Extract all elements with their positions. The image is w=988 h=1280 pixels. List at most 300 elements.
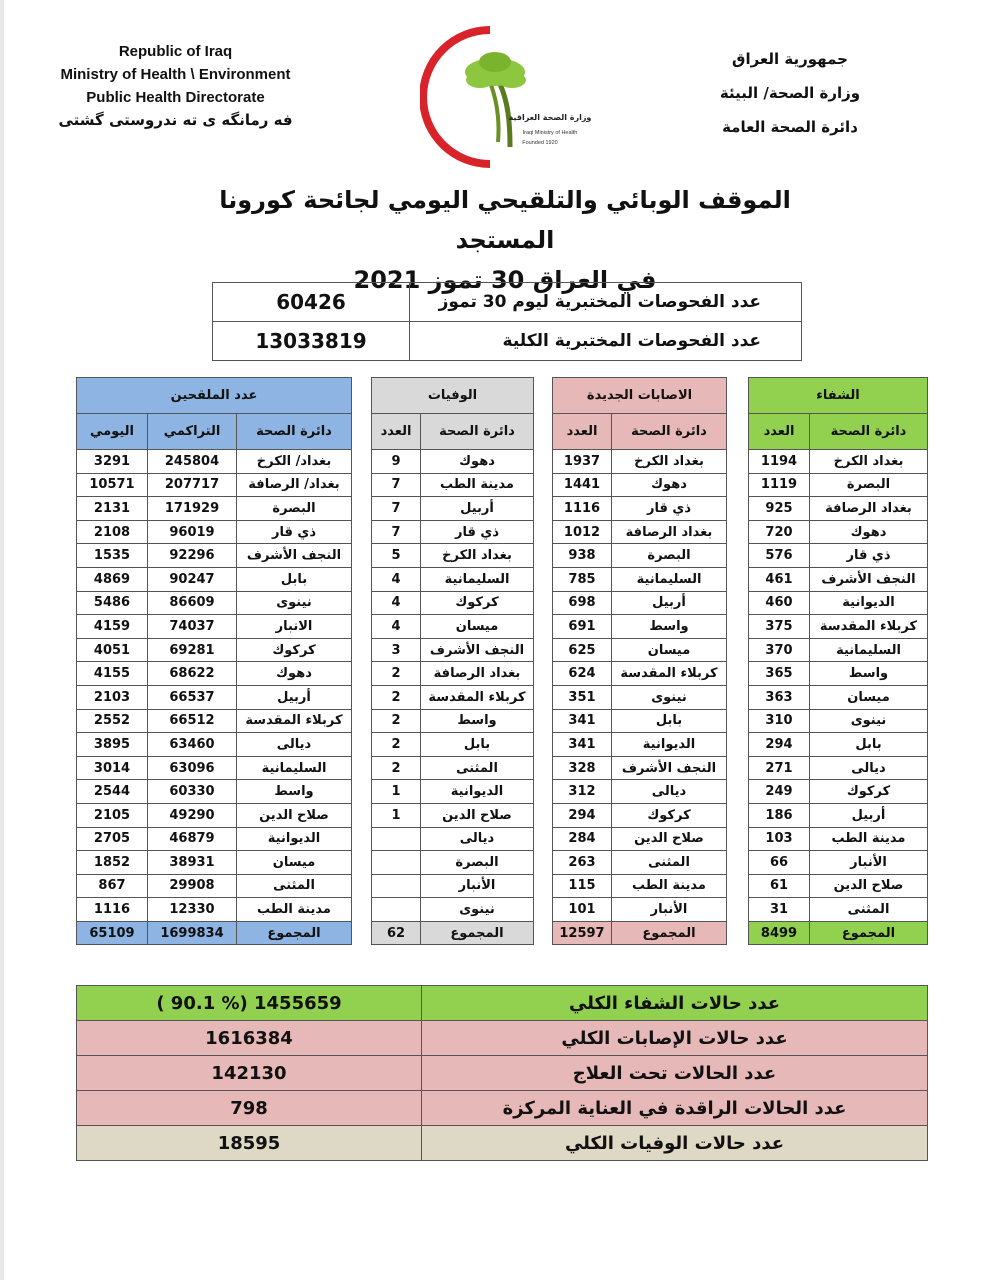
count-value: 370	[749, 638, 810, 662]
count-value: 7	[372, 497, 421, 521]
count-value: 925	[749, 497, 810, 521]
cumulative-vaccinated: 38931	[148, 851, 237, 875]
directorate-name: بغداد/ الكرخ	[237, 450, 352, 474]
cumulative-vaccinated: 207717	[148, 473, 237, 497]
directorate-name: مدينة الطب	[237, 898, 352, 922]
count-value: 271	[749, 756, 810, 780]
table-row	[77, 756, 352, 780]
directorate-name: بغداد الرصافة	[810, 497, 928, 521]
table-row	[553, 473, 727, 497]
directorate-name: الأنبار	[421, 874, 534, 898]
directorate-name: المثنى	[421, 756, 534, 780]
count-value: 576	[749, 544, 810, 568]
count-value: 1937	[553, 450, 612, 474]
table-row	[553, 827, 727, 851]
cumulative-vaccinated: 171929	[148, 497, 237, 521]
daily-vaccinated: 10571	[77, 473, 148, 497]
table-row	[749, 756, 928, 780]
count-value	[372, 898, 421, 922]
directorate-name: كركوك	[612, 803, 727, 827]
daily-vaccinated: 2105	[77, 803, 148, 827]
lab-tests-table	[212, 282, 802, 361]
directorate-name: السليمانية	[612, 567, 727, 591]
count-value: 310	[749, 709, 810, 733]
directorate-name: بابل	[237, 567, 352, 591]
directorate-name: نينوى	[237, 591, 352, 615]
vaccination-title: عدد الملقحين	[77, 378, 352, 414]
directorate-name: صلاح الدين	[612, 827, 727, 851]
header-line: Public Health Directorate	[86, 89, 265, 106]
col-directorate: دائرة الصحة	[421, 414, 534, 450]
title-line-2: في العراق 30 تموز 2021	[353, 266, 657, 294]
table-row	[372, 733, 534, 757]
table-row	[372, 473, 534, 497]
count-value: 375	[749, 615, 810, 639]
directorate-name: ميسان	[612, 638, 727, 662]
table-row	[749, 898, 928, 922]
directorate-name: مدينة الطب	[612, 874, 727, 898]
directorate-name: بغداد الرصافة	[421, 662, 534, 686]
directorate-name: نينوى	[421, 898, 534, 922]
table-row	[553, 520, 727, 544]
directorate-name: الديوانية	[612, 733, 727, 757]
count-value: 294	[553, 803, 612, 827]
count-value: 691	[553, 615, 612, 639]
directorate-name: النجف الأشرف	[612, 756, 727, 780]
directorate-name: البصرة	[612, 544, 727, 568]
table-row	[749, 851, 928, 875]
table-row	[372, 827, 534, 851]
table-row	[77, 874, 352, 898]
directorate-name: دهوك	[421, 450, 534, 474]
table-row	[77, 638, 352, 662]
count-value: 625	[553, 638, 612, 662]
summary-label: عدد الحالات تحت العلاج	[422, 1056, 928, 1091]
directorate-name: ميسان	[237, 851, 352, 875]
deaths-total-label: المجموع	[421, 921, 534, 945]
summary-value: 18595	[77, 1126, 422, 1161]
col-daily: اليومي	[77, 414, 148, 450]
cumulative-vaccinated: 66537	[148, 685, 237, 709]
directorate-name: كربلاء المقدسة	[810, 615, 928, 639]
vaccine-total-daily: 65109	[77, 921, 148, 945]
count-value: 1116	[553, 497, 612, 521]
cases-total-label: المجموع	[612, 921, 727, 945]
table-row	[749, 615, 928, 639]
table-row	[372, 685, 534, 709]
col-cumulative: التراكمي	[148, 414, 237, 450]
directorate-name: البصرة	[421, 851, 534, 875]
count-value: 3	[372, 638, 421, 662]
directorate-name: السليمانية	[237, 756, 352, 780]
vaccine-total-label: المجموع	[237, 921, 352, 945]
directorate-name: كربلاء المقدسة	[237, 709, 352, 733]
header-line: فه رمانگه ى ته ندروستى گشتى	[58, 111, 293, 129]
summary-value: 798	[77, 1091, 422, 1126]
table-row	[372, 898, 534, 922]
directorate-name: السليمانية	[810, 638, 928, 662]
count-value: 263	[553, 851, 612, 875]
header-english	[38, 40, 313, 132]
table-row	[77, 709, 352, 733]
count-value: 460	[749, 591, 810, 615]
count-value: 101	[553, 898, 612, 922]
directorate-name: المثنى	[810, 898, 928, 922]
count-value: 4	[372, 567, 421, 591]
table-row	[553, 874, 727, 898]
count-value: 294	[749, 733, 810, 757]
table-row	[372, 780, 534, 804]
count-value: 1194	[749, 450, 810, 474]
table-row	[77, 615, 352, 639]
table-row	[77, 733, 352, 757]
col-count: العدد	[372, 414, 421, 450]
summary-value: ( 90.1 %) 1455659	[77, 986, 422, 1021]
count-value: 698	[553, 591, 612, 615]
table-row	[372, 497, 534, 521]
table-row	[77, 851, 352, 875]
cumulative-vaccinated: 92296	[148, 544, 237, 568]
summary-row	[77, 1126, 928, 1161]
cumulative-vaccinated: 60330	[148, 780, 237, 804]
table-row	[372, 615, 534, 639]
summary-label: عدد الحالات الراقدة في العناية المركزة	[422, 1091, 928, 1126]
directorate-name: مدينة الطب	[810, 827, 928, 851]
directorate-name: بغداد الرصافة	[612, 520, 727, 544]
directorate-name: نينوى	[612, 685, 727, 709]
table-row	[77, 497, 352, 521]
count-value: 249	[749, 780, 810, 804]
directorate-name: الأنبار	[810, 851, 928, 875]
table-row	[553, 591, 727, 615]
daily-vaccinated: 3014	[77, 756, 148, 780]
directorate-name: واسط	[810, 662, 928, 686]
recovery-total: 8499	[749, 921, 810, 945]
cumulative-vaccinated: 90247	[148, 567, 237, 591]
table-row	[553, 851, 727, 875]
directorate-name: ديالى	[237, 733, 352, 757]
directorate-name: أربيل	[421, 497, 534, 521]
table-row	[749, 638, 928, 662]
count-value: 284	[553, 827, 612, 851]
table-row	[553, 803, 727, 827]
table-row	[553, 733, 727, 757]
directorate-name: صلاح الدين	[237, 803, 352, 827]
directorate-name: كركوك	[810, 780, 928, 804]
total-tests-label: عدد الفحوصات المختبرية الكلية	[410, 322, 802, 361]
table-row	[77, 827, 352, 851]
recovery-total-label: المجموع	[810, 921, 928, 945]
table-row	[749, 709, 928, 733]
table-row	[77, 662, 352, 686]
deaths-table	[371, 377, 534, 945]
deaths-total: 62	[372, 921, 421, 945]
directorate-name: بغداد/ الرصافة	[237, 473, 352, 497]
directorate-name: الديوانية	[237, 827, 352, 851]
table-row	[372, 591, 534, 615]
directorate-name: البصرة	[810, 473, 928, 497]
table-row	[749, 473, 928, 497]
count-value	[372, 874, 421, 898]
logo-arc	[423, 30, 490, 164]
total-tests-value: 13033819	[213, 322, 410, 361]
directorate-name: النجف الأشرف	[237, 544, 352, 568]
ministry-logo	[420, 22, 610, 172]
directorate-name: ذي قار	[421, 520, 534, 544]
table-row	[77, 520, 352, 544]
daily-vaccinated: 5486	[77, 591, 148, 615]
summary-value: 1616384	[77, 1021, 422, 1056]
page-edge	[0, 0, 4, 1280]
cumulative-vaccinated: 49290	[148, 803, 237, 827]
directorate-name: صلاح الدين	[810, 874, 928, 898]
daily-vaccinated: 3291	[77, 450, 148, 474]
header-line: Ministry of Health \ Environment	[60, 66, 291, 83]
cumulative-vaccinated: 63096	[148, 756, 237, 780]
table-row	[553, 709, 727, 733]
daily-vaccinated: 4051	[77, 638, 148, 662]
table-row	[77, 591, 352, 615]
daily-vaccinated: 2131	[77, 497, 148, 521]
count-value: 1012	[553, 520, 612, 544]
table-row	[77, 450, 352, 474]
directorate-name: أربيل	[810, 803, 928, 827]
count-value: 1441	[553, 473, 612, 497]
table-row	[749, 874, 928, 898]
count-value: 7	[372, 473, 421, 497]
daily-vaccinated: 4869	[77, 567, 148, 591]
col-directorate: دائرة الصحة	[612, 414, 727, 450]
table-row	[553, 638, 727, 662]
directorate-name: بابل	[421, 733, 534, 757]
vaccination-table	[76, 377, 352, 945]
count-value: 312	[553, 780, 612, 804]
count-value: 9	[372, 450, 421, 474]
count-value: 2	[372, 709, 421, 733]
count-value: 1	[372, 803, 421, 827]
directorate-name: مدينة الطب	[421, 473, 534, 497]
table-row	[77, 473, 352, 497]
count-value: 2	[372, 733, 421, 757]
cases-title: الاصابات الجديدة	[553, 378, 727, 414]
table-row	[372, 803, 534, 827]
recovery-table	[748, 377, 928, 945]
directorate-name: كربلاء المقدسة	[421, 685, 534, 709]
directorate-name: النجف الأشرف	[421, 638, 534, 662]
directorate-name: النجف الأشرف	[810, 567, 928, 591]
vaccine-total-cumulative: 1699834	[148, 921, 237, 945]
table-row	[749, 497, 928, 521]
directorate-name: البصرة	[237, 497, 352, 521]
cumulative-vaccinated: 46879	[148, 827, 237, 851]
col-count: العدد	[553, 414, 612, 450]
summary-row	[77, 1021, 928, 1056]
directorate-name: ذي قار	[612, 497, 727, 521]
cases-total: 12597	[553, 921, 612, 945]
title-line-1: الموقف الوبائي والتلقيحي اليومي لجائحة كورونا المستجد	[219, 186, 791, 254]
table-row	[553, 756, 727, 780]
cumulative-vaccinated: 96019	[148, 520, 237, 544]
directorate-name: كركوك	[237, 638, 352, 662]
count-value: 115	[553, 874, 612, 898]
daily-vaccinated: 867	[77, 874, 148, 898]
header-line: وزارة الصحة/ البيئة	[719, 84, 861, 102]
daily-vaccinated: 3895	[77, 733, 148, 757]
recovery-title: الشفاء	[749, 378, 928, 414]
daily-vaccinated: 2108	[77, 520, 148, 544]
header-line: دائرة الصحة العامة	[722, 118, 858, 136]
count-value: 4	[372, 591, 421, 615]
cumulative-vaccinated: 66512	[148, 709, 237, 733]
directorate-name: بغداد الكرخ	[421, 544, 534, 568]
table-row	[372, 567, 534, 591]
col-directorate: دائرة الصحة	[810, 414, 928, 450]
count-value: 341	[553, 733, 612, 757]
directorate-name: المثنى	[612, 851, 727, 875]
directorate-name: الأنبار	[612, 898, 727, 922]
directorate-name: نينوى	[810, 709, 928, 733]
cumulative-vaccinated: 29908	[148, 874, 237, 898]
table-row	[749, 544, 928, 568]
count-value: 365	[749, 662, 810, 686]
count-value: 5	[372, 544, 421, 568]
table-row	[553, 544, 727, 568]
table-row	[372, 874, 534, 898]
header-arabic	[690, 42, 890, 144]
count-value: 61	[749, 874, 810, 898]
directorate-name: ميسان	[810, 685, 928, 709]
table-row	[77, 544, 352, 568]
table-row	[372, 709, 534, 733]
deaths-title: الوفيات	[372, 378, 534, 414]
daily-vaccinated: 1116	[77, 898, 148, 922]
table-row	[372, 638, 534, 662]
directorate-name: واسط	[237, 780, 352, 804]
count-value: 1119	[749, 473, 810, 497]
count-value: 186	[749, 803, 810, 827]
table-row	[372, 520, 534, 544]
count-value: 624	[553, 662, 612, 686]
count-value: 103	[749, 827, 810, 851]
cumulative-vaccinated: 86609	[148, 591, 237, 615]
table-row	[77, 898, 352, 922]
cumulative-vaccinated: 245804	[148, 450, 237, 474]
summary-label: عدد حالات الشفاء الكلي	[422, 986, 928, 1021]
table-row	[749, 662, 928, 686]
table-row	[553, 615, 727, 639]
daily-vaccinated: 1535	[77, 544, 148, 568]
count-value	[372, 851, 421, 875]
summary-row	[77, 1091, 928, 1126]
count-value: 1	[372, 780, 421, 804]
directorate-name: ذي قار	[237, 520, 352, 544]
table-row	[553, 780, 727, 804]
table-row	[553, 898, 727, 922]
cumulative-vaccinated: 69281	[148, 638, 237, 662]
count-value: 66	[749, 851, 810, 875]
table-row	[749, 450, 928, 474]
directorate-name: ديالى	[810, 756, 928, 780]
table-row	[553, 497, 727, 521]
summary-row	[77, 1056, 928, 1091]
table-row	[749, 780, 928, 804]
table-row	[553, 567, 727, 591]
summary-value: 142130	[77, 1056, 422, 1091]
table-row	[77, 780, 352, 804]
table-row	[553, 662, 727, 686]
table-row	[749, 803, 928, 827]
directorate-name: صلاح الدين	[421, 803, 534, 827]
count-value: 7	[372, 520, 421, 544]
summary-table	[76, 985, 928, 1161]
count-value	[372, 827, 421, 851]
header-line: Republic of Iraq	[118, 43, 233, 60]
daily-vaccinated: 4159	[77, 615, 148, 639]
directorate-name: أربيل	[612, 591, 727, 615]
table-row	[372, 450, 534, 474]
directorate-name: المثنى	[237, 874, 352, 898]
directorate-name: بغداد الكرخ	[612, 450, 727, 474]
directorate-name: أربيل	[237, 685, 352, 709]
count-value: 461	[749, 567, 810, 591]
daily-vaccinated: 1852	[77, 851, 148, 875]
table-row	[77, 803, 352, 827]
table-row	[77, 567, 352, 591]
directorate-name: السليمانية	[421, 567, 534, 591]
table-row	[749, 567, 928, 591]
table-row	[372, 662, 534, 686]
directorate-name: دهوك	[810, 520, 928, 544]
logo-founded: Founded 1920	[522, 140, 558, 146]
count-value: 938	[553, 544, 612, 568]
directorate-name: ذي قار	[810, 544, 928, 568]
daily-vaccinated: 4155	[77, 662, 148, 686]
directorate-name: بغداد الكرخ	[810, 450, 928, 474]
table-row	[372, 756, 534, 780]
table-row	[749, 591, 928, 615]
col-count: العدد	[749, 414, 810, 450]
header-line: جمهورية العراق	[732, 50, 848, 68]
table-row	[749, 520, 928, 544]
count-value: 363	[749, 685, 810, 709]
directorate-name: كربلاء المقدسة	[612, 662, 727, 686]
count-value: 2	[372, 685, 421, 709]
directorate-name: ديالى	[421, 827, 534, 851]
logo-text-en: Iraqi Ministry of Health	[522, 130, 578, 136]
table-row	[749, 685, 928, 709]
count-value: 2	[372, 756, 421, 780]
table-row	[749, 733, 928, 757]
directorate-name: بابل	[810, 733, 928, 757]
count-value: 720	[749, 520, 810, 544]
count-value: 351	[553, 685, 612, 709]
summary-row	[77, 986, 928, 1021]
new-cases-table	[552, 377, 727, 945]
logo-text-ar: وزارة الصحة العراقية	[508, 113, 592, 122]
directorate-name: واسط	[612, 615, 727, 639]
directorate-name: دهوك	[237, 662, 352, 686]
daily-vaccinated: 2705	[77, 827, 148, 851]
table-row	[553, 450, 727, 474]
count-value: 31	[749, 898, 810, 922]
table-row	[77, 685, 352, 709]
table-row	[372, 851, 534, 875]
table-row	[372, 544, 534, 568]
count-value: 341	[553, 709, 612, 733]
cumulative-vaccinated: 74037	[148, 615, 237, 639]
directorate-name: ميسان	[421, 615, 534, 639]
count-value: 2	[372, 662, 421, 686]
